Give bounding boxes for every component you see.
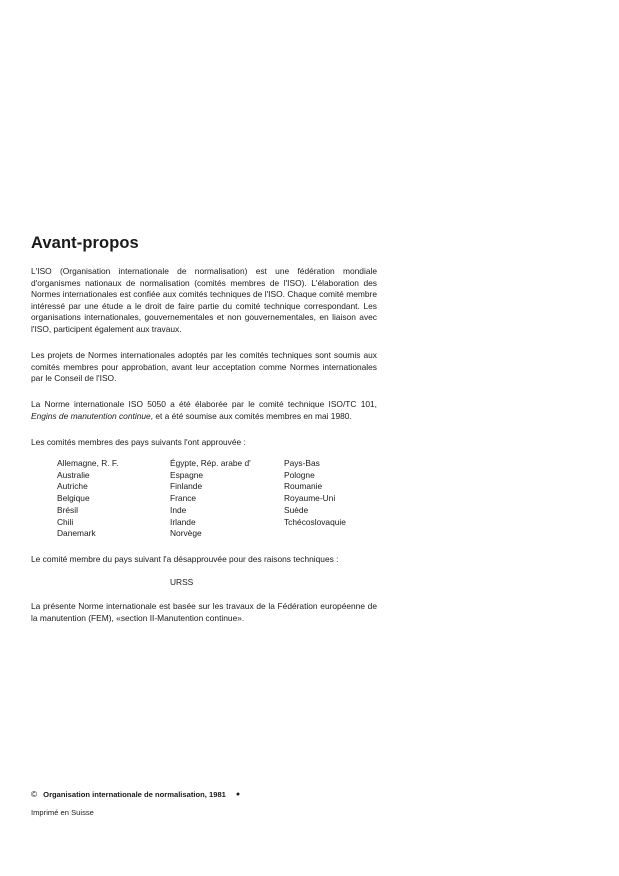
paragraph-basis: La présente Norme internationale est basée sur les travaux de la Fédération européenne de la manutention (FEM), «section II-Manutention continue».	[31, 601, 377, 623]
country-item: Inde	[170, 504, 187, 515]
country-item: Roumanie	[284, 481, 323, 492]
country-item: Norvège	[170, 528, 202, 539]
country-item: Chili	[57, 516, 74, 527]
country-item: Finlande	[170, 481, 203, 492]
countries-column-1	[57, 458, 170, 540]
country-item: Danemark	[57, 528, 96, 539]
paragraph-approvers-intro: Les comités membres des pays suivants l'ont approuvée :	[31, 437, 246, 447]
standard-origin-text: La Norme internationale ISO 5050 a été élaborée par le comité technique ISO/TC 101,	[31, 399, 377, 409]
country-item: Suède	[284, 504, 309, 515]
country-item: Royaume-Uni	[284, 493, 336, 504]
country-item: Tchécoslovaquie	[284, 516, 346, 527]
printed-in-text: Imprimé en Suisse	[31, 808, 94, 817]
country-item: Espagne	[170, 469, 204, 480]
country-item: Autriche	[57, 481, 88, 492]
page-title: Avant-propos	[31, 234, 139, 252]
countries-column-2	[170, 458, 284, 540]
standard-origin-text-end: , et a été soumise aux comités membres en mai 1980.	[150, 410, 352, 421]
country-item: Allemagne, R. F.	[57, 458, 119, 468]
copyright-line	[31, 789, 240, 799]
country-item: Belgique	[57, 493, 90, 504]
countries-column-3	[284, 458, 404, 540]
disapproving-country: URSS	[170, 577, 194, 587]
country-item: Brésil	[57, 504, 78, 515]
country-item: Pologne	[284, 469, 315, 480]
country-item: Égypte, Rép. arabe d'	[170, 458, 251, 468]
approving-countries-list	[57, 458, 404, 540]
copyright-icon: ©	[31, 789, 38, 799]
country-item: Irlande	[170, 516, 196, 527]
country-item: France	[170, 493, 197, 504]
country-item: Pays-Bas	[284, 458, 320, 468]
paragraph-iso-intro: L'ISO (Organisation internationale de normalisation) est une fédération mondiale d'organismes nationaux de normalisation (comités membres de l'ISO). L'élaboration des Normes internationales est confiée aux comités techniques de l'ISO. Chaque comité membre intéressé par une étude a le droit de faire partie du comité technique correspondant. Les organisations internationales, gouvernementales et non gouvernementales, en liaison avec l'ISO, participent également aux travaux.	[31, 266, 377, 334]
country-item: Australie	[57, 469, 90, 480]
paragraph-standard-origin	[31, 399, 377, 422]
bullet-icon: ●	[235, 790, 241, 798]
paragraph-disapproval-intro: Le comité membre du pays suivant l'a désapprouvée pour des raisons techniques :	[31, 554, 339, 564]
committee-title: Engins de manutention continue	[31, 410, 151, 421]
paragraph-approval-process: Les projets de Normes internationales adoptés par les comités techniques sont soumis aux comités membres pour approbation, avant leur acceptation comme Normes internationales par le Conseil de l'ISO.	[31, 350, 377, 384]
copyright-text: Organisation internationale de normalisation, 1981	[43, 789, 226, 799]
